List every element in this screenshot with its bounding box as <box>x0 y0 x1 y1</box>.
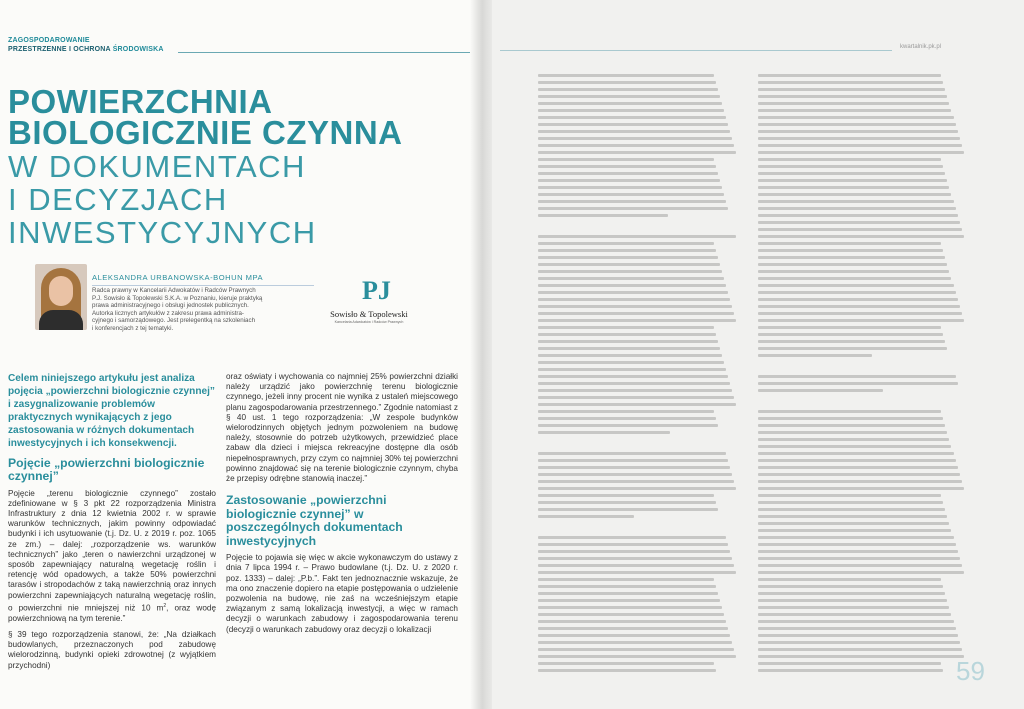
faded-text-line <box>758 242 941 245</box>
faded-text-line <box>538 543 728 546</box>
faded-text-line <box>758 382 958 385</box>
faded-text-line <box>758 263 947 266</box>
faded-text-line <box>538 347 720 350</box>
faded-text-line <box>538 130 730 133</box>
faded-text-line <box>538 95 720 98</box>
page-gutter <box>470 0 492 709</box>
faded-text-line <box>758 410 941 413</box>
faded-text-line <box>538 599 720 602</box>
faded-text-line <box>538 438 672 441</box>
faded-text-line <box>758 165 943 168</box>
faded-text-line <box>538 557 732 560</box>
faded-text-line <box>758 501 943 504</box>
article-title-bold: POWIERZCHNIA BIOLOGICZNIE CZYNNA <box>8 83 403 151</box>
faded-text-line <box>758 529 951 532</box>
logo-name: Sowisło & Topolewski <box>330 309 408 319</box>
faded-text-line <box>758 326 941 329</box>
author-bio: Radca prawny w Kancelarii Adwokatów i Radców Prawnych P.J. Sowisło & Topolewski S.K.A. w Poznaniu, kieruje praktyką prawa administracyjnego i obsługi jednostek publicznych. Autorka licznych artykułów z zakresu prawa administra- cyjnego i samorządowego. Jest prelegentką na szkoleniach i konferencjach z tej tematyki. <box>92 287 263 332</box>
faded-text-line <box>758 445 951 448</box>
faded-text-line <box>538 186 722 189</box>
faded-text-line <box>758 151 964 154</box>
faded-text-line <box>758 284 954 287</box>
faded-text-line <box>758 200 954 203</box>
faded-text-line <box>538 452 726 455</box>
faded-text-line <box>758 571 964 574</box>
faded-text-line <box>758 431 947 434</box>
faded-text-line <box>538 396 734 399</box>
faded-text-line <box>758 256 945 259</box>
faded-text-line <box>538 270 722 273</box>
faded-text-line <box>758 291 956 294</box>
faded-text-line <box>758 641 960 644</box>
faded-text-line <box>538 333 716 336</box>
faded-text-line <box>538 375 728 378</box>
faded-text-line <box>538 214 668 217</box>
article-title-light: W DOKUMENTACH I DECYZJACH INWESTYCYJNYCH <box>8 149 317 250</box>
faded-text-line <box>538 403 736 406</box>
faded-text-line <box>758 375 956 378</box>
faded-text-line <box>758 466 958 469</box>
faded-text-line <box>538 487 736 490</box>
right-page <box>480 0 1024 709</box>
faded-text-line <box>538 179 720 182</box>
article-lead: Celem niniejszego artykułu jest analiza pojęcia „powierzchni biologicznie czynnej” i zasygnalizowanie problemów praktycznych wynikających z jego zastosowania w różnych dokumentach inwestycyjnych i ich konsekwencji. <box>8 373 215 450</box>
faded-text-line <box>538 480 734 483</box>
law-firm-logo <box>326 278 412 338</box>
section-label-line1: ZAGOSPODAROWANIE <box>8 37 90 44</box>
faded-text-line <box>538 564 734 567</box>
faded-text-line <box>758 578 941 581</box>
faded-text-line <box>538 431 670 434</box>
faded-text-line <box>538 158 714 161</box>
faded-text-line <box>538 284 726 287</box>
article-column-middle <box>226 372 458 641</box>
faded-text-line <box>758 515 947 518</box>
faded-text-line <box>538 634 730 637</box>
faded-text-line <box>538 298 730 301</box>
faded-text-line <box>758 249 943 252</box>
logo-mark-icon: PJ <box>362 276 391 305</box>
faded-text-line <box>758 606 949 609</box>
faded-text-line <box>758 564 962 567</box>
author-photo <box>35 264 87 330</box>
faded-text-line <box>538 361 724 364</box>
left-page <box>0 0 478 709</box>
faded-text-line <box>758 277 951 280</box>
faded-text-line <box>538 228 734 231</box>
faded-text-line <box>758 193 951 196</box>
faded-text-line <box>538 571 736 574</box>
section-heading-1: Pojęcie „powierzchni biologicznie czynnej” <box>8 455 205 484</box>
faded-text-line <box>538 116 726 119</box>
faded-text-line <box>538 550 730 553</box>
page-number: 59 <box>956 656 985 686</box>
right-header-rule <box>500 50 892 51</box>
faded-text-line <box>538 193 724 196</box>
faded-text-line <box>758 347 947 350</box>
faded-text-line <box>758 130 958 133</box>
faded-text-line <box>758 361 874 364</box>
faded-text-line <box>758 417 943 420</box>
faded-text-line <box>758 494 941 497</box>
faded-text-line <box>538 319 736 322</box>
paragraph-3: oraz oświaty i wychowania co najmniej 25% powierzchni działki należy urządzić jako powierzchnię terenu biologicznie czynnego, jeżeli inny procent nie wynika z ustaleń miejscowego planu zagospodarowania przestrzennego.” Zgodnie natomiast z § 40 ust. 1 tego rozporządzenia: „W zespole budynków wielorodzinnych objętych jednym pozwoleniem na budowę należy, stosownie do potrzeb użytkowych, przewidzieć place zabaw dla dzieci i miejsca rekreacyjne dostępne dla osób niepełnosprawnych, przy czym co najmniej 30% tej powierzchni powinno znajdować się na terenie biologicznie czynnym, chyba że przepisy odrębne stanowią inaczej.” <box>226 372 458 484</box>
faded-text-line <box>758 214 958 217</box>
author-name: ALEKSANDRA URBANOWSKA-BOHUN MPA <box>92 273 264 282</box>
paragraph-2: § 39 tego rozporządzenia stanowi, że: „Na działkach budowlanych, przeznaczonych pod zabudowę wielorodzinną, budynki opieki zdrowotnej (z wyjątkiem przychodni) <box>8 629 216 670</box>
faded-text-line <box>538 620 726 623</box>
faded-text-line <box>538 536 726 539</box>
faded-text-line <box>538 277 724 280</box>
faded-text-line <box>758 74 941 77</box>
paragraph-1: Pojęcie „terenu biologicznie czynnego” zostało zdefiniowane w § 3 pkt 22 rozporządzenia Ministra Infrastruktury z dnia 12 kwietnia 2002 r. w sprawie warunków technicznych, jakim powinny odpowiadać budynki i ich usytuowanie (t.j. Dz. U. z 2019 r. poz. 1065 ze zm.) – dalej: „rozporządzenie ws. warunków technicznych” jako „teren o nawierzchni urządzonej w sposób zapewniający naturalną wegetację roślin i retencję wód opadowych, a także 50% powierzchni tarasów i stropodachów z taką nawierzchnią oraz innych powierzchni zapewniających naturalną wegetację roślin, o powierzchni nie mniejszej niż 10 $m^2$, oraz wodę powierzchniową na tym terenie.” <box>8 488 216 623</box>
faded-text-line <box>758 305 960 308</box>
faded-text-line <box>538 494 714 497</box>
faded-text-line <box>758 522 949 525</box>
faded-text-line <box>758 186 949 189</box>
faded-text-line <box>758 158 941 161</box>
faded-text-line <box>758 655 964 658</box>
faded-text-line <box>758 88 945 91</box>
faded-text-line <box>758 137 960 140</box>
faded-text-line <box>758 557 960 560</box>
faded-text-line <box>538 151 736 154</box>
faded-text-line <box>758 543 956 546</box>
faded-text-line <box>758 123 956 126</box>
faded-text-line <box>758 368 954 371</box>
faded-text-line <box>758 270 949 273</box>
faded-text-line <box>758 438 949 441</box>
faded-text-line <box>538 144 734 147</box>
faded-text-line <box>758 648 962 651</box>
faded-text-line <box>758 333 943 336</box>
faded-text-line <box>538 249 716 252</box>
faded-text-line <box>538 655 736 658</box>
faded-text-line <box>538 501 716 504</box>
faded-text-line <box>538 410 714 413</box>
faded-text-line <box>538 606 722 609</box>
logo-subtitle: Kancelaria Adwokatów i Radców Prawnych <box>334 320 404 324</box>
faded-text-line <box>538 389 732 392</box>
faded-text-line <box>538 424 718 427</box>
faded-text-line <box>758 536 954 539</box>
faded-text-line <box>538 340 718 343</box>
faded-text-line <box>538 172 718 175</box>
faded-text-line <box>538 648 734 651</box>
faded-text-line <box>758 354 872 357</box>
faded-text-line <box>758 235 964 238</box>
faded-text-line <box>758 228 962 231</box>
faded-text-line <box>538 522 636 525</box>
faded-text-line <box>758 319 964 322</box>
faded-text-line <box>538 109 724 112</box>
faded-text-line <box>758 480 962 483</box>
faded-text-line <box>758 669 943 672</box>
faded-text-line <box>758 424 945 427</box>
faded-text-line <box>758 592 945 595</box>
section-label-line2: PRZESTRZENNE I OCHRONA ŚRODOWISKA <box>8 46 164 53</box>
faded-text-line <box>538 515 634 518</box>
faded-text-line <box>538 354 722 357</box>
faded-text-line <box>758 109 951 112</box>
faded-text-line <box>758 550 958 553</box>
faded-text-line <box>538 508 718 511</box>
faded-text-line <box>758 627 956 630</box>
faded-text-line <box>758 452 954 455</box>
faded-text-line <box>538 312 734 315</box>
faded-text-line <box>758 403 964 406</box>
faded-text-line <box>758 634 958 637</box>
faded-text-line <box>758 221 960 224</box>
faded-text-line <box>758 473 960 476</box>
faded-text-line <box>758 95 947 98</box>
faded-text-line <box>538 669 716 672</box>
faded-text-line <box>538 102 722 105</box>
faded-text-line <box>538 291 728 294</box>
section-heading-2: Zastosowanie „powierzchni biologicznie czynnej” w poszczególnych dokumentach inwestycyjnych <box>226 493 403 548</box>
faded-text-line <box>538 613 724 616</box>
faded-text-line <box>758 620 954 623</box>
faded-text-line <box>538 592 718 595</box>
faded-text-line <box>758 340 945 343</box>
faded-text-line <box>538 326 714 329</box>
faded-text-line <box>538 368 726 371</box>
faded-text-line <box>538 417 716 420</box>
faded-text-line <box>758 613 951 616</box>
faded-text-line <box>538 235 736 238</box>
article-column-left <box>8 372 216 677</box>
faded-text-line <box>538 74 714 77</box>
faded-text-column-1 <box>538 74 738 676</box>
faded-text-line <box>538 221 670 224</box>
faded-text-line <box>758 144 962 147</box>
faded-text-line <box>758 599 947 602</box>
faded-text-line <box>758 389 883 392</box>
author-rule <box>92 285 314 286</box>
section-label <box>8 36 164 54</box>
faded-text-line <box>538 382 730 385</box>
faded-text-line <box>538 578 714 581</box>
header-rule <box>178 52 470 53</box>
faded-text-line <box>758 179 947 182</box>
website-url: kwartalnik.pk.pl <box>900 44 942 50</box>
faded-text-line <box>758 102 949 105</box>
faded-text-line <box>758 585 943 588</box>
faded-text-line <box>758 487 964 490</box>
faded-text-line <box>538 662 714 665</box>
faded-text-line <box>538 88 718 91</box>
faded-text-line <box>538 466 730 469</box>
faded-text-line <box>538 445 724 448</box>
faded-text-line <box>538 81 716 84</box>
faded-text-line <box>758 662 941 665</box>
faded-text-line <box>538 473 732 476</box>
faded-text-line <box>758 396 885 399</box>
faded-text-line <box>538 305 732 308</box>
faded-text-column-2 <box>758 74 966 676</box>
faded-text-line <box>538 242 714 245</box>
faded-text-line <box>758 508 945 511</box>
faded-text-line <box>538 165 716 168</box>
faded-text-line <box>538 529 724 532</box>
faded-text-line <box>758 172 945 175</box>
faded-text-line <box>538 263 720 266</box>
faded-text-line <box>538 627 728 630</box>
faded-text-line <box>758 298 958 301</box>
faded-text-line <box>538 207 728 210</box>
faded-text-line <box>758 459 956 462</box>
faded-text-line <box>538 641 732 644</box>
faded-text-line <box>758 81 943 84</box>
paragraph-4: Pojęcie to pojawia się więc w akcie wykonawczym do ustawy z dnia 7 lipca 1994 r. – Prawo budowlane (t.j. Dz. U. z 2020 r. poz. 1333) – dalej: „P.b.”. Fakt ten jednoznacznie wskazuje, że ma ono znaczenie dopiero na etapie postępowania o udzielenie pozwolenia na budowę, nie zaś na wcześniejszym etapie związanym z samą lokalizacją inwestycji, a więc w ramach decyzji o warunkach zabudowy i zagospodarowania terenu (decyzji o warunkach zabudowy oraz decyzji o lokalizacji <box>226 553 458 634</box>
faded-text-line <box>538 459 728 462</box>
faded-text-line <box>538 256 718 259</box>
faded-text-line <box>538 585 716 588</box>
faded-text-line <box>758 207 956 210</box>
faded-text-line <box>538 137 732 140</box>
faded-text-line <box>758 116 954 119</box>
faded-text-line <box>538 123 728 126</box>
faded-text-line <box>538 200 726 203</box>
faded-text-line <box>758 312 962 315</box>
